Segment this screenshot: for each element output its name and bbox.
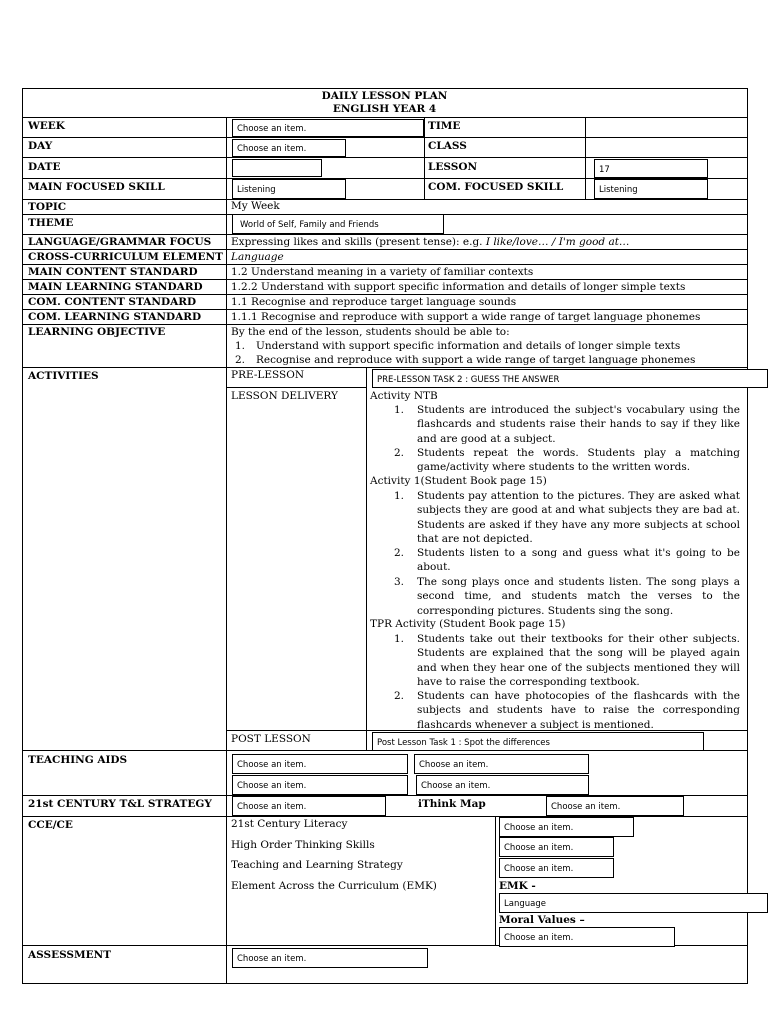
assessment-dropdown[interactable]: Choose an item. — [232, 948, 428, 968]
teaching-aid-dropdown[interactable]: Choose an item. — [416, 775, 589, 795]
teaching-aids-label: TEACHING AIDS — [28, 754, 128, 766]
teaching-aid-dropdown[interactable]: Choose an item. — [414, 754, 589, 774]
objective-2: Recognise and reproduce with support a wide range of target language phonemes — [256, 354, 696, 366]
week-label: WEEK — [28, 120, 65, 132]
list-number: 2. — [394, 447, 405, 459]
literacy-dropdown[interactable]: Choose an item. — [499, 817, 634, 837]
list-number: 1. — [394, 490, 405, 502]
class-label: CLASS — [428, 140, 467, 152]
tpr-heading: TPR Activity (Student Book page 15) — [370, 618, 566, 630]
strategy-dropdown[interactable]: Choose an item. — [232, 796, 386, 816]
objective-number: 2. — [235, 354, 246, 366]
activity-1-step-1: Students pay attention to the pictures. They are asked what subjects they are good at and what subjects they are bad at. Students are asked if they have any more subjects at school that are not depicted. — [417, 490, 740, 545]
main-learning-value: 1.2.2 Understand with support specific information and details of longer simple texts — [231, 281, 686, 293]
teaching-aid-dropdown[interactable]: Choose an item. — [232, 754, 408, 774]
emk-dropdown[interactable]: Language — [499, 893, 768, 913]
cce-label: CCE/CE — [28, 819, 73, 831]
hots-label: High Order Thinking Skills — [231, 839, 375, 851]
com-skill-dropdown[interactable]: Listening — [594, 179, 708, 199]
week-dropdown[interactable]: Choose an item. — [232, 119, 424, 137]
list-number: 3. — [394, 576, 405, 588]
activity-1-step-2: Students listen to a song and guess what it's going to be about. — [417, 547, 740, 574]
ithink-map-dropdown[interactable]: Choose an item. — [546, 796, 684, 816]
pre-lesson-dropdown[interactable]: PRE-LESSON TASK 2 : GUESS THE ANSWER — [372, 369, 768, 388]
moral-values-dropdown[interactable]: Choose an item. — [499, 927, 675, 947]
cross-curriculum-value: Language — [231, 251, 284, 263]
assessment-label: ASSESSMENT — [28, 949, 112, 961]
language-prefix: Expressing likes and skills (present tense): e.g. — [231, 236, 486, 248]
main-learning-label: MAIN LEARNING STANDARD — [28, 281, 203, 293]
lesson-delivery-label: LESSON DELIVERY — [231, 390, 338, 402]
cross-curriculum-label: CROSS-CURRICULUM ELEMENT — [28, 251, 223, 263]
moral-values-label: Moral Values – — [499, 914, 585, 926]
topic-value: My Week — [231, 200, 280, 212]
hots-dropdown[interactable]: Choose an item. — [499, 837, 614, 857]
post-lesson-dropdown[interactable]: Post Lesson Task 1 : Spot the differences — [372, 732, 704, 751]
activity-1-step-3: The song plays once and students listen. The song plays a second time, and students match the verses to the corresponding pictures. Students sing the song. — [417, 576, 740, 617]
topic-label: TOPIC — [28, 201, 67, 213]
time-label: TIME — [428, 120, 461, 132]
com-learning-label: COM. LEARNING STANDARD — [28, 311, 202, 323]
main-content-value: 1.2 Understand meaning in a variety of familiar contexts — [231, 266, 534, 278]
list-number: 1. — [394, 404, 405, 416]
com-content-value: 1.1 Recognise and reproduce target language sounds — [231, 296, 517, 308]
language-label: LANGUAGE/GRAMMAR FOCUS — [28, 236, 212, 248]
list-number: 2. — [394, 547, 405, 559]
ithink-map-label: iThink Map — [418, 798, 486, 810]
main-skill-label: MAIN FOCUSED SKILL — [28, 181, 165, 193]
theme-dropdown[interactable]: World of Self, Family and Friends — [232, 214, 444, 234]
list-number: 2. — [394, 690, 405, 702]
date-field[interactable] — [232, 159, 322, 177]
activity-ntb-heading: Activity NTB — [370, 390, 438, 402]
post-lesson-label: POST LESSON — [231, 733, 311, 745]
pre-lesson-label: PRE-LESSON — [231, 369, 305, 381]
tpr-step-2: Students can have photocopies of the flashcards with the subjects and students have to raise the corresponding flashcards whenever a subject is mentioned. — [417, 690, 740, 731]
ntb-step-1: Students are introduced the subject's vocabulary using the flashcards and students raise their hands to say if they like and are good at a subject. — [417, 404, 740, 445]
day-dropdown[interactable]: Choose an item. — [232, 139, 346, 157]
language-example: I like/love… / I'm good at… — [485, 236, 630, 248]
activity-1-heading: Activity 1(Student Book page 15) — [370, 475, 547, 487]
theme-label: THEME — [28, 217, 74, 229]
list-number: 1. — [394, 633, 405, 645]
activities-label: ACTIVITIES — [28, 370, 99, 382]
document-subtitle: ENGLISH YEAR 4 — [332, 103, 437, 115]
teaching-aid-dropdown[interactable]: Choose an item. — [232, 775, 408, 795]
main-content-label: MAIN CONTENT STANDARD — [28, 266, 198, 278]
com-skill-label: COM. FOCUSED SKILL — [428, 181, 564, 193]
emk-heading: EMK - — [499, 880, 536, 892]
strategy-label: 21st CENTURY T&L STRATEGY — [28, 798, 212, 810]
objective-intro: By the end of the lesson, students should be able to: — [231, 326, 510, 338]
day-label: DAY — [28, 140, 53, 152]
ntb-step-2: Students repeat the words. Students play a matching game/activity where students to the written words. — [417, 447, 740, 474]
lesson-number-field[interactable]: 17 — [594, 159, 708, 178]
com-content-label: COM. CONTENT STANDARD — [28, 296, 197, 308]
tls-dropdown[interactable]: Choose an item. — [499, 858, 614, 878]
emk-label: Element Across the Curriculum (EMK) — [231, 880, 437, 892]
date-label: DATE — [28, 161, 61, 173]
lesson-label: LESSON — [428, 161, 478, 173]
document-title: DAILY LESSON PLAN — [321, 90, 448, 102]
objective-1: Understand with support specific information and details of longer simple texts — [256, 340, 681, 352]
literacy-label: 21st Century Literacy — [231, 818, 348, 830]
objective-label: LEARNING OBJECTIVE — [28, 326, 166, 338]
tpr-step-1: Students take out their textbooks for their other subjects. Students are explained that the song will be played again and when they hear one of the subjects mentioned they will have to raise the corresponding textbook. — [417, 633, 740, 688]
language-value — [231, 236, 629, 248]
main-skill-dropdown[interactable]: Listening — [232, 179, 346, 199]
tls-label: Teaching and Learning Strategy — [231, 859, 403, 871]
objective-number: 1. — [235, 340, 246, 352]
com-learning-value: 1.1.1 Recognise and reproduce with support a wide range of target language phonemes — [231, 311, 701, 323]
